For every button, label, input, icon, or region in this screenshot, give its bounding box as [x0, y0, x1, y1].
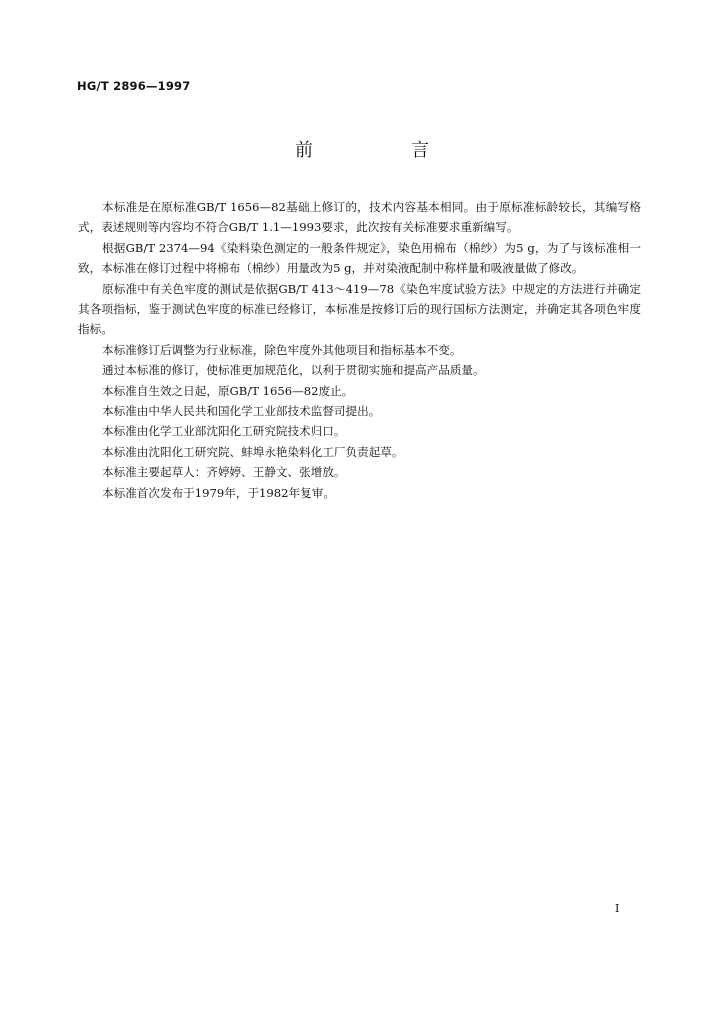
foreword-body — [78, 197, 641, 503]
paragraph-5: 通过本标准的修订，使标准更加规范化，以利于贯彻实施和提高产品质量。 — [102, 363, 485, 378]
page-title: 前 言 — [295, 140, 469, 161]
paragraph-6: 本标准自生效之日起，原GB/T 1656—82废止。 — [102, 383, 354, 398]
paragraph-8: 本标准由化学工业部沈阳化工研究院技术归口。 — [102, 424, 346, 439]
paragraph-2: 根据GB/T 2374—94《染料染色测定的一般条件规定》，染色用棉布（棉纱）为5 g，为了与该标准相一致，本标准在修订过程中将棉布（棉纱）用量改为5 g，并对染液配制中称样量和吸液量做了修改。 — [78, 240, 641, 276]
paragraph-10: 本标准主要起草人：齐婷婷、王静文、张增放。 — [102, 465, 346, 480]
paragraph-9: 本标准由沈阳化工研究院、蚌埠永艳染料化工厂负责起草。 — [102, 444, 404, 459]
document-code: HG/T 2896—1997 — [77, 79, 191, 93]
page-number: I — [615, 902, 620, 915]
paragraph-1: 本标准是在原标准GB/T 1656—82基础上修订的，技术内容基本相同。由于原标准标龄较长，其编写格式，表述规则等内容均不符合GB/T 1.1—1993要求，此次按有关标准要求重新编写。 — [78, 200, 641, 235]
paragraph-7: 本标准由中华人民共和国化学工业部技术监督司提出。 — [102, 404, 381, 419]
paragraph-4: 本标准修订后调整为行业标准，除色牢度外其他项目和指标基本不变。 — [102, 342, 462, 357]
paragraph-3: 原标准中有关色牢度的测试是依据GB/T 413～419—78《染色牢度试验方法》中规定的方法进行并确定其各项指标，鉴于测试色牢度的标准已经修订，本标准是按修订后的现行国标方法测定，并确定其各项色牢度指标。 — [78, 281, 641, 337]
paragraph-11: 本标准首次发布于1979年，于1982年复审。 — [102, 485, 335, 500]
